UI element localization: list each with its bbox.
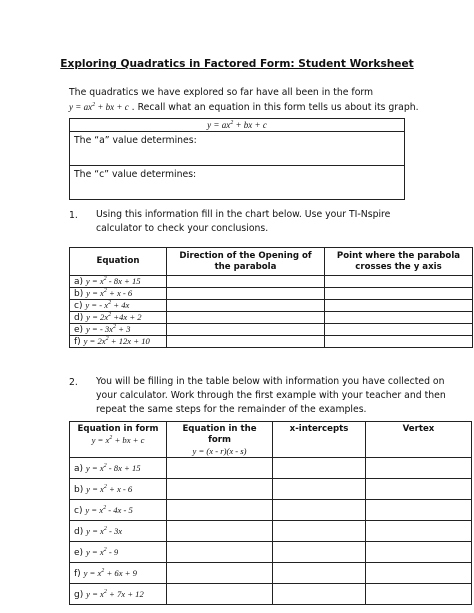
answer-cell[interactable] bbox=[167, 542, 273, 563]
answer-cell[interactable] bbox=[167, 521, 273, 542]
header-vertex bbox=[366, 422, 472, 458]
answer-cell[interactable] bbox=[167, 336, 325, 348]
intro-line-2-text: . Recall what an equation in this form tells us about its graph. bbox=[131, 102, 419, 113]
answer-cell[interactable] bbox=[366, 542, 472, 563]
row-label: g) bbox=[74, 589, 84, 600]
table-row bbox=[70, 542, 167, 563]
answer-cell[interactable] bbox=[167, 563, 273, 584]
intro-line-1: The quadratics we have explored so far have all been in the form bbox=[69, 87, 374, 98]
header-x-intercepts bbox=[273, 422, 366, 458]
table-row bbox=[70, 288, 167, 300]
answer-cell[interactable] bbox=[325, 300, 473, 312]
table-row bbox=[70, 584, 167, 605]
row-label: f) bbox=[74, 337, 81, 347]
chart-table-1 bbox=[69, 247, 473, 348]
answer-cell[interactable] bbox=[167, 288, 325, 300]
question-1-line-1: Using this information fill in the chart below. Use your TI-Nspire bbox=[96, 209, 391, 220]
answer-cell[interactable] bbox=[167, 300, 325, 312]
row-equation: $y = 2x^2 + 12x + 10$ bbox=[83, 336, 150, 346]
row-label: b) bbox=[74, 484, 84, 495]
header-label: Equation in form bbox=[77, 424, 159, 434]
answer-cell[interactable] bbox=[366, 479, 472, 500]
row-equation: $y = x^2 - 9$ bbox=[85, 546, 119, 557]
question-2-line-3: repeat the same steps for the remainder of the examples. bbox=[96, 404, 367, 415]
row-equation: $y = x^2 + 7x + 12$ bbox=[86, 588, 144, 599]
answer-cell[interactable] bbox=[325, 276, 473, 288]
answer-cell[interactable] bbox=[167, 276, 325, 288]
header-direction: Direction of the Opening of the parabola bbox=[167, 248, 325, 276]
row-equation: y = - $x^2 + 4x$ bbox=[85, 300, 130, 310]
row-equation: $y = x^2 - 8x + 15$ bbox=[85, 276, 141, 286]
answer-cell[interactable] bbox=[167, 324, 325, 336]
header-equation: Equation bbox=[70, 248, 167, 276]
row-equation: $y = x^2 - 3x$ bbox=[86, 525, 123, 536]
answer-cell[interactable] bbox=[167, 479, 273, 500]
row-label: e) bbox=[74, 325, 84, 335]
a-value-cell[interactable] bbox=[70, 132, 405, 166]
header-formula: $y = x^2$ + bx + c bbox=[91, 435, 145, 445]
row-equation: $y = x^2 + x - 6$ bbox=[86, 288, 133, 298]
question-1-line-2: calculator to check your conclusions. bbox=[96, 223, 269, 234]
answer-cell[interactable] bbox=[167, 500, 273, 521]
row-equation: $y = x^2 - 4x - 5$ bbox=[85, 504, 133, 515]
answer-cell[interactable] bbox=[273, 479, 366, 500]
table-row bbox=[70, 563, 167, 584]
header-y-intercept: Point where the parabola crosses the y axis bbox=[325, 248, 473, 276]
answer-cell[interactable] bbox=[325, 336, 473, 348]
row-label: a) bbox=[74, 277, 84, 287]
header-label: Equation in the form bbox=[182, 424, 257, 445]
header-standard-form bbox=[70, 422, 167, 458]
answer-cell[interactable] bbox=[167, 312, 325, 324]
answer-cell[interactable] bbox=[366, 500, 472, 521]
a-value-label: The “a” value determines: bbox=[74, 135, 197, 146]
intro-line-2 bbox=[69, 102, 419, 113]
row-label: e) bbox=[74, 547, 84, 558]
row-label: f) bbox=[74, 568, 81, 579]
row-equation: $y = x^2 + 6x + 9$ bbox=[83, 567, 137, 578]
answer-cell[interactable] bbox=[273, 521, 366, 542]
row-label: c) bbox=[74, 301, 83, 311]
answer-cell[interactable] bbox=[366, 521, 472, 542]
row-label: b) bbox=[74, 289, 84, 299]
table-row bbox=[70, 521, 167, 542]
table-row bbox=[70, 479, 167, 500]
answer-cell[interactable] bbox=[366, 563, 472, 584]
row-label: c) bbox=[74, 505, 83, 516]
row-equation: $y = 2x^2 +4x + 2$ bbox=[86, 312, 142, 322]
header-formula: y = (x - r)(x - s) bbox=[192, 446, 247, 456]
question-2-line-1: You will be filling in the table below with information you have collected on bbox=[96, 376, 445, 387]
table-row bbox=[70, 336, 167, 348]
question-2-number: 2. bbox=[69, 377, 78, 388]
form-info-header bbox=[70, 119, 405, 132]
table-row bbox=[70, 300, 167, 312]
answer-cell[interactable] bbox=[273, 563, 366, 584]
chart-table-2 bbox=[69, 421, 472, 605]
answer-cell[interactable] bbox=[366, 584, 472, 605]
row-equation: $y = x^2 - 8x + 15$ bbox=[85, 462, 141, 473]
question-2-text bbox=[96, 375, 446, 417]
answer-cell[interactable] bbox=[273, 458, 366, 479]
question-1-text bbox=[96, 208, 390, 236]
worksheet-title: Exploring Quadratics in Factored Form: Student Worksheet bbox=[60, 58, 414, 70]
table-row bbox=[70, 312, 167, 324]
header-label: Vertex bbox=[402, 424, 435, 434]
c-value-label: The “c” value determines: bbox=[74, 169, 197, 180]
row-label: d) bbox=[74, 526, 84, 537]
answer-cell[interactable] bbox=[273, 500, 366, 521]
row-label: a) bbox=[74, 463, 84, 474]
row-equation: y = - $3x^2 + 3$ bbox=[85, 324, 131, 334]
header-label: x-intercepts bbox=[289, 424, 349, 434]
answer-cell[interactable] bbox=[273, 584, 366, 605]
answer-cell[interactable] bbox=[325, 288, 473, 300]
answer-cell[interactable] bbox=[167, 458, 273, 479]
answer-cell[interactable] bbox=[273, 542, 366, 563]
row-label: d) bbox=[74, 313, 84, 323]
c-value-cell[interactable] bbox=[70, 166, 405, 200]
intro-formula: $y = ax^2$ + bx + c bbox=[69, 102, 129, 112]
table-row bbox=[70, 324, 167, 336]
table-row bbox=[70, 458, 167, 479]
standard-form-formula: $y = ax^2$ + bx + c bbox=[207, 119, 267, 130]
answer-cell[interactable] bbox=[325, 312, 473, 324]
table-row bbox=[70, 276, 167, 288]
table-row bbox=[70, 500, 167, 521]
question-1-number: 1. bbox=[69, 210, 78, 221]
form-info-table bbox=[69, 118, 405, 200]
answer-cell[interactable] bbox=[366, 458, 472, 479]
question-2-line-2: your calculator. Work through the first example with your teacher and then bbox=[96, 390, 446, 401]
header-factored-form bbox=[167, 422, 273, 458]
row-equation: $y = x^2 + x - 6$ bbox=[86, 483, 133, 494]
answer-cell[interactable] bbox=[167, 584, 273, 605]
answer-cell[interactable] bbox=[325, 324, 473, 336]
